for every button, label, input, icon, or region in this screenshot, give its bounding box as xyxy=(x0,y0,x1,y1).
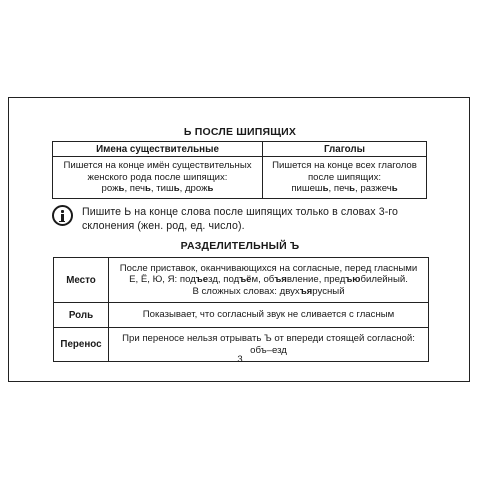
nouns-examples xyxy=(57,183,258,195)
example-word-end: м, xyxy=(251,274,264,286)
example-word-stem: разжеч xyxy=(360,183,392,194)
example-word-end: билейный. xyxy=(360,274,408,286)
section-title-hard-sign: РАЗДЕЛИТЕЛЬНЫЙ Ъ xyxy=(180,240,300,252)
example-hard-sign: ъё xyxy=(239,274,252,286)
example-word-stem: печ xyxy=(129,183,145,194)
page-number: 3 xyxy=(237,354,243,365)
info-note-text: Пишите Ь на конце слова после шипящих только в словах 3-го склонения (жен. род, ед. число). xyxy=(82,206,399,232)
example-hard-sign: ъю xyxy=(345,274,361,286)
example-hard-sign: ъя xyxy=(299,285,313,297)
example-word-stem: дрож xyxy=(184,183,208,194)
example-soft-sign: ь xyxy=(349,183,355,194)
example-hard-sign: ъе xyxy=(195,274,209,286)
example-separator: , xyxy=(124,183,130,194)
example-soft-sign: ь xyxy=(145,183,151,194)
example-soft-sign: ь xyxy=(391,183,398,194)
example-separator: , xyxy=(328,183,334,194)
example-word-end: русный xyxy=(312,285,345,297)
example-word-stem: об xyxy=(263,274,275,286)
place-rule-line2 xyxy=(113,274,424,285)
example-word-stem: пишеш xyxy=(291,183,323,194)
example-soft-sign: ь xyxy=(173,183,180,194)
row-header-role: Роль xyxy=(54,303,109,328)
example-hard-sign: ъя xyxy=(274,274,287,286)
verbs-cell xyxy=(263,157,427,199)
hyphenation-example: объ–езд xyxy=(250,344,287,356)
row-header-hyphenation: Перенос xyxy=(54,328,109,362)
place-rule-line3 xyxy=(113,286,424,297)
example-soft-sign: ь xyxy=(322,183,329,194)
example-word-stem: двух xyxy=(279,285,300,297)
example-word-stem: печ xyxy=(333,183,350,194)
place-cell xyxy=(109,258,429,303)
example-word-stem: под xyxy=(223,274,240,286)
nouns-rule-line2: женского рода после шипящих: xyxy=(87,171,228,183)
column-header-verbs: Глаголы xyxy=(263,142,427,157)
role-cell: Показывает, что согласный звук не сливается с гласным xyxy=(109,303,429,328)
nouns-cell xyxy=(53,157,263,199)
example-word-stem: пред xyxy=(324,274,346,286)
column-header-nouns: Имена существительные xyxy=(53,142,263,157)
place-rule-line1: После приставок, оканчивающихся на согласные, перед гласными xyxy=(119,263,418,275)
compound-words-label: В сложных словах: xyxy=(192,285,280,297)
example-word-end: вление, xyxy=(286,274,325,286)
info-note xyxy=(52,204,427,234)
nouns-rule-line1: Пишется на конце имён существительных xyxy=(63,160,252,171)
info-icon xyxy=(52,205,73,226)
hard-sign-table xyxy=(53,257,429,362)
vowel-list: Е, Ё, Ю, Я: xyxy=(129,274,180,286)
example-soft-sign: ь xyxy=(207,183,214,194)
example-word-stem: под xyxy=(179,274,196,286)
hyphenation-rule: При переносе нельзя отрывать Ъ от впереди стоящей согласной: xyxy=(122,333,415,345)
example-word-stem: рож xyxy=(101,183,119,194)
example-soft-sign: ь xyxy=(118,183,125,194)
example-separator: , xyxy=(355,183,361,194)
verbs-rule-line1: Пишется на конце всех глаголов xyxy=(272,160,417,171)
row-header-place: Место xyxy=(54,258,109,303)
example-separator: , xyxy=(179,183,185,194)
soft-sign-table xyxy=(52,141,427,199)
example-separator: , xyxy=(150,183,157,194)
section-title-soft-sign: Ь ПОСЛЕ ШИПЯЩИХ xyxy=(183,126,297,138)
example-word-end: зд, xyxy=(208,274,224,286)
example-word-stem: тиш xyxy=(156,183,174,194)
verbs-examples xyxy=(267,183,422,195)
verbs-rule-line2: после шипящих: xyxy=(307,171,382,183)
